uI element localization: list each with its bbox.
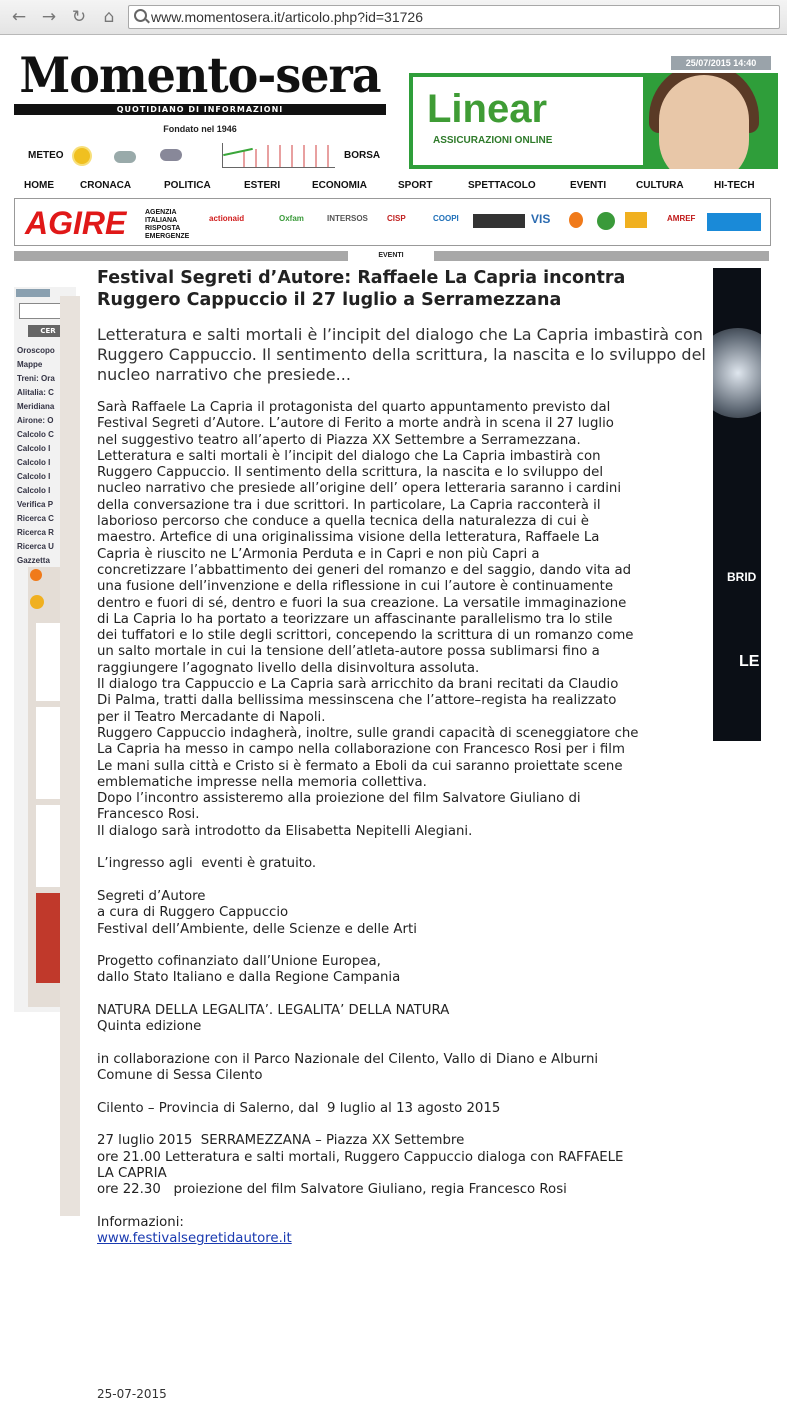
sidebar-link[interactable]: Ricerca R	[17, 528, 54, 537]
ad-text: BRID	[727, 570, 757, 584]
sidebar-link[interactable]: Alitalia: C	[17, 388, 54, 397]
sidebar-link[interactable]: Ricerca U	[17, 542, 54, 551]
address-bar[interactable]	[128, 5, 780, 29]
article-lead: Letteratura e salti mortali è l’incipit del dialogo che La Capria imbastirà con Ruggero Cappuccio. Il sentimento della scrittura, la nascita e lo sviluppo del nucleo narrativo che presiede...	[97, 325, 706, 384]
ad-text: LE	[739, 653, 760, 670]
sidebar-shadow-strip	[60, 296, 80, 1216]
partner-coopi: COOPI	[433, 214, 459, 223]
agire-subtitle-line: RISPOSTA	[145, 225, 181, 232]
back-icon[interactable]: ←	[11, 7, 27, 27]
festival-website-link[interactable]: www.festivalsegretidautore.it	[97, 1231, 292, 1247]
partner-logo-blue	[707, 213, 761, 231]
sidebar-link[interactable]: Calcolo C	[17, 430, 54, 439]
forward-icon[interactable]: →	[41, 7, 57, 27]
article-body	[97, 400, 727, 1247]
article-date: 25-07-2015	[97, 1387, 167, 1401]
chart-line	[223, 148, 253, 156]
menu-item-hitech[interactable]: HI-TECH	[714, 180, 755, 191]
agire-subtitle-line: AGENZIA	[145, 209, 177, 216]
home-icon[interactable]: ⌂	[103, 7, 115, 27]
partner-logo-dark	[473, 214, 525, 228]
chart-bar	[291, 145, 293, 167]
section-tab-eventi[interactable]: EVENTI	[348, 250, 434, 262]
right-skyscraper-ad[interactable]	[713, 268, 761, 741]
main-menu	[14, 177, 778, 197]
agire-subtitle-line: EMERGENZE	[145, 233, 190, 240]
chart-bar	[255, 149, 257, 167]
sidebar-link[interactable]: Treni: Ora	[17, 374, 55, 383]
menu-item-home[interactable]: HOME	[24, 180, 54, 191]
partner-logo-green	[597, 212, 615, 230]
sidebar-link[interactable]: Calcolo I	[17, 458, 51, 467]
menu-item-economia[interactable]: ECONOMIA	[312, 180, 367, 191]
url-text: www.momentosera.it/articolo.php?id=31726	[151, 9, 423, 25]
date-time-badge: 25/07/2015 14:40	[671, 56, 771, 70]
sidebar-link[interactable]: Calcolo I	[17, 486, 51, 495]
partner-intersos: INTERSOS	[327, 214, 368, 223]
agire-subtitle-line: ITALIANA	[145, 217, 178, 224]
sidebar-link[interactable]: Ricerca C	[17, 514, 54, 523]
reload-icon[interactable]: ↻	[71, 7, 87, 27]
chart-bar	[327, 145, 329, 167]
partner-oxfam: Oxfam	[279, 214, 304, 223]
search-icon	[134, 9, 147, 22]
borsa-label[interactable]: BORSA	[344, 150, 381, 161]
chart-bar	[315, 145, 317, 167]
ad-model-face	[659, 75, 749, 169]
meteo-label[interactable]: METEO	[28, 150, 64, 161]
menu-item-eventi[interactable]: EVENTI	[570, 180, 607, 191]
sidebar-link[interactable]: Verifica P	[17, 500, 54, 509]
browser-toolbar	[0, 0, 787, 35]
cloud-sun-icon	[114, 151, 136, 163]
sidebar-link[interactable]: Mappe	[17, 360, 43, 369]
partner-actionaid: actionaid	[209, 214, 245, 223]
sun-icon	[74, 148, 90, 164]
logo-text: Momento-sera	[19, 46, 381, 104]
agire-subtitle	[145, 209, 189, 241]
sidebar-link[interactable]: Oroscopo	[17, 346, 55, 355]
sidebar-link[interactable]: Airone: O	[17, 416, 54, 425]
partner-cisp: CISP	[387, 214, 406, 223]
menu-item-cronaca[interactable]: CRONACA	[80, 180, 132, 191]
chart-bar	[279, 145, 281, 167]
partner-vis: VIS	[531, 212, 551, 226]
menu-item-esteri[interactable]: ESTERI	[244, 180, 281, 191]
logo-tagline: QUOTIDIANO DI INFORMAZIONI	[14, 104, 386, 115]
sidebar-link[interactable]: Calcolo I	[17, 444, 51, 453]
sidebar-search-button[interactable]: CER	[28, 325, 68, 337]
article-body-text: Sarà Raffaele La Capria il protagonista del quarto appuntamento previsto dal Festival Segreti d’Autore. L’autore di Ferito a morte andrà in scena il 27 luglio nel suggestivo teatro all’aperto di Piazza XX Settembre a Serramezzana. Letteratura e salti mortali è l’incipit del dialogo che La Capria imbastirà con Ruggero Cappuccio. Il sentimento della scrittura, la nascita e lo sviluppo del nucleo narrativo che presiede all’origine dell’ opera letteraria saranno i cardini della conversazione tra i due scrittori. In particolare, La Capria racconterà il laborioso percorso che conduce a quella tecnica della naturalezza di cui è maestro. Artefice di una originalissima visione della letteratura, Raffaele La Capria è riuscito ne L’Armonia Perduta e in Capri e non più Capri a concretizzare l’abbattimento dei generi del romanzo e del saggio, dando vita ad una fusione dell’invenzione e della riflessione in cui l’autore è continuamente dentro e fuori di sé, dentro e fuori la sua creazione. La versatile immaginazione di La Capria lo ha portato a teorizzare un affascinante parallelismo tra lo stile dei tuffatori e lo stile degli scrittori, concependo la scrittura di un romanzo come un salto mortale in cui la tensione dell’atleta-autore possa sublimarsi fino a raggiungere l’agognato livello della disinvoltura assoluta. Il dialogo tra Cappuccio e La Capria sarà arricchito da brani recitati da Claudio Di Palma, tratti dalla bellissima messinscena che l’attore–regista ha realizzato per il Teatro Mercadante di Napoli. Ruggero Cappuccio indagherà, inoltre, sulle grandi capacità di sceneggiatore che La Capria ha messo in campo nella collaborazione con Francesco Rosi per i film Le mani sulla città e Cristo si è fermato a Eboli da cui saranno proiettate scene emblematiche impresse nella memoria collettiva. Dopo l’incontro assisteremo alla proiezione del film Salvatore Giuliano di Francesco Rosi. Il dialogo sarà introdotto da Elisabetta Nepitelli Alegiani. L’ingresso agli eventi è gratuito. Segreti d’Autore a cura di Ruggero Cappuccio Festival dell’Ambiente, delle Scienze e delle Arti Progetto cofinanziato dall’Unione Europea, dallo Stato Italiano e dalla Regione Campania NATURA DELLA LEGALITA’. LEGALITA’ DELLA NATURA Quinta edizione in collaborazione con il Parco Nazionale del Cilento, Vallo di Diano e Alburni Comune di Sessa Cilento Cilento – Provincia di Salerno, dal 9 luglio al 13 agosto 2015 27 luglio 2015 SERRAMEZZANA – Piazza XX Settembre ore 21.00 Letteratura e salti mortali, Ruggero Cappuccio dialoga con RAFFAELE LA CAPRIA ore 22.30 proiezione del film Salvatore Giuliano, regia Francesco Rosi Informazioni:	[97, 400, 639, 1230]
rain-cloud-icon	[160, 149, 182, 161]
agire-logo: AGIRE	[25, 205, 127, 241]
sidebar-link[interactable]: Gazzetta	[17, 556, 50, 565]
play-icon	[30, 595, 44, 609]
borsa-mini-chart[interactable]	[222, 143, 335, 168]
menu-item-cultura[interactable]: CULTURA	[636, 180, 684, 191]
site-logo[interactable]	[14, 46, 386, 114]
chart-bar	[243, 151, 245, 167]
ad-car-image	[713, 328, 761, 418]
menu-item-politica[interactable]: POLITICA	[164, 180, 211, 191]
ad-logo-icon	[30, 569, 42, 581]
ad-brand: Linear	[427, 87, 548, 131]
linear-ad-banner[interactable]	[409, 73, 778, 169]
agire-banner[interactable]	[14, 198, 771, 246]
article-title: Festival Segreti d’Autore: Raffaele La Capria incontra Ruggero Cappuccio il 27 luglio a Serramezzana	[97, 268, 626, 310]
partner-amref: AMREF	[667, 214, 696, 223]
sidebar-link[interactable]: Meridiana	[17, 402, 55, 411]
ad-tagline: ASSICURAZIONI ONLINE	[433, 135, 553, 146]
menu-item-spettacolo[interactable]: SPETTACOLO	[468, 180, 536, 191]
chart-bar	[303, 145, 305, 167]
founded-text: Fondato nel 1946	[163, 124, 237, 134]
sidebar-link[interactable]: Calcolo I	[17, 472, 51, 481]
partner-logo-orange	[569, 212, 583, 228]
partner-logo-yellow	[625, 212, 647, 228]
menu-item-sport[interactable]: SPORT	[398, 180, 433, 191]
chart-bar	[267, 145, 269, 167]
ad-panel	[413, 77, 643, 165]
sidebar-header	[16, 289, 50, 297]
